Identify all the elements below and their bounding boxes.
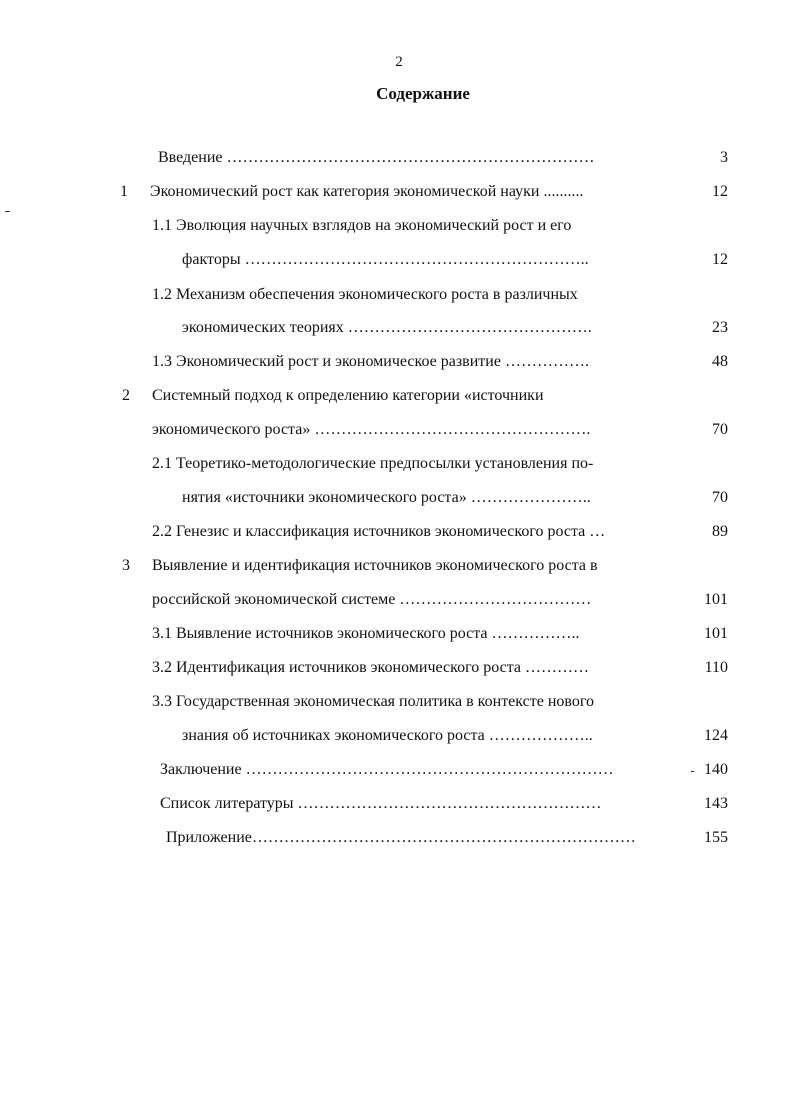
toc-entry-page: 140 [704,761,728,778]
toc-entry-text: 3.1 Выявление источников экономического роста …………….. [152,625,580,642]
toc-entry-text: российской экономической системе ……………………………… [152,591,592,608]
chapter-number: 2 [122,387,130,404]
toc-entry-text: Выявление и идентификация источников экономического роста в [152,557,598,574]
page-number: 2 [395,54,403,70]
toc-entry-text: Введение …………………………………………………………… [158,149,595,166]
toc-entry-page: 101 [704,591,728,608]
toc-entry-page: 23 [712,319,728,336]
toc-entry-text: 2.1 Теоретико-методологические предпосылки установления по- [152,455,594,472]
chapter-number: 1 [120,183,128,200]
toc-entry-page: 155 [704,829,728,846]
toc-entry-text: 2.2 Генезис и классификация источников экономического роста … [152,523,606,540]
toc-entry-text: Приложение……………………………………………………………… [166,829,636,846]
toc-entry-text: Заключение …………………………………………………………… [160,761,614,778]
toc-entry-text: 1.2 Механизм обеспечения экономического роста в различных [152,286,578,303]
toc-entry-text: экономических теориях ………………………………………. [182,319,592,336]
toc-entry-page: 143 [704,795,728,812]
toc-entry-page: 70 [712,421,728,438]
scan-mark [691,771,694,772]
toc-entry-text: знания об источниках экономического роста ……………….. [182,727,593,744]
toc-entry-page: 12 [712,183,728,200]
toc-entry-page: 101 [704,625,728,642]
toc-entry-text: Список литературы ………………………………………………… [160,795,602,812]
toc-entry-page: 48 [712,353,728,370]
toc-entry-page: 89 [712,523,728,540]
toc-entry-page: 110 [704,659,728,676]
chapter-number: 3 [122,557,130,574]
toc-entry-text: нятия «источники экономического роста» ………………….. [182,489,591,506]
toc-entry-page: 124 [704,727,728,744]
toc-entry-text: факторы ……………………………………………………….. [182,251,589,268]
toc-entry-text: 3.3 Государственная экономическая политика в контексте нового [152,693,595,710]
toc-entry-text: 3.2 Идентификация источников экономического роста ………… [152,659,590,676]
toc-entry-text: Экономический рост как категория экономической науки .......... [150,183,584,200]
toc-entry-text: Системный подход к определению категории «источники [152,387,544,404]
toc-entry-text: экономического роста» ……………………………………………. [152,421,591,438]
scan-mark [5,211,10,212]
toc-entry-page: 70 [712,489,728,506]
toc-entry-text: 1.1 Эволюция научных взглядов на экономический рост и его [152,217,572,234]
toc-entry-text: 1.3 Экономический рост и экономическое развитие ……………. [152,353,589,370]
toc-entry-page: 12 [712,251,728,268]
toc-entry-page: 3 [720,149,728,166]
page-title: Содержание [376,84,470,103]
